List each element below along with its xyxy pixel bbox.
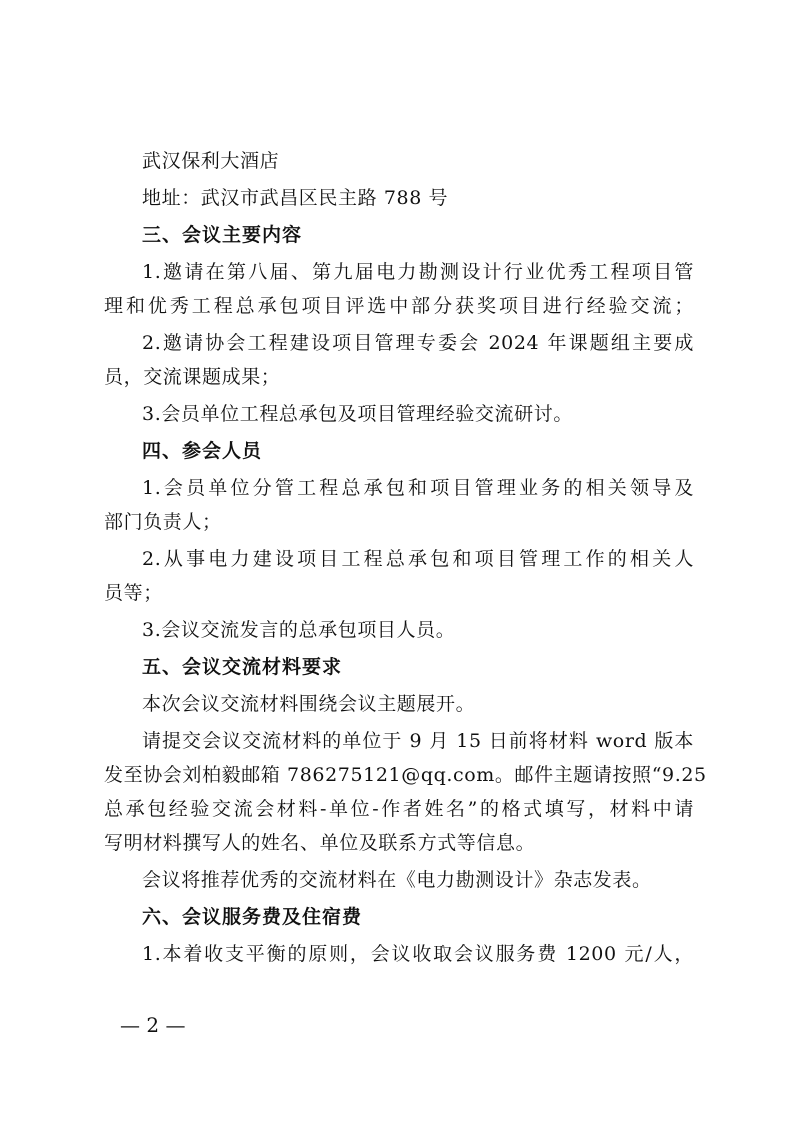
section-heading-materials: 五、会议交流材料要求 [142,656,343,678]
paragraph-line: 本次会议交流材料围绕会议主题展开。 [142,693,476,715]
section-heading-fees: 六、会议服务费及住宿费 [142,906,363,928]
paragraph-line: 部门负责人； [104,511,222,533]
page-number: — 2 — [120,1013,186,1037]
paragraph-line: 1.本着收支平衡的原则，会议收取会议服务费 1200 元/人， [142,943,694,965]
paragraph-line: 写明材料撰写人的姓名、单位及联系方式等信息。 [104,832,536,854]
paragraph-line: 1.会员单位分管工程总承包和项目管理业务的相关领导及 [142,477,694,499]
section-heading-attendees: 四、参会人员 [142,440,263,462]
hotel-name: 武汉保利大酒店 [142,150,280,172]
paragraph-line: 请提交会议交流材料的单位于 9 月 15 日前将材料 word 版本 [142,730,694,752]
paragraph-line: 发至协会刘柏毅邮箱 786275121@qq.com。邮件主题请按照“9.25 [104,764,707,786]
paragraph-line: 会议将推荐优秀的交流材料在《电力勘测设计》杂志发表。 [142,869,652,891]
paragraph-line: 2.从事电力建设项目工程总承包和项目管理工作的相关人 [142,548,694,570]
paragraph-line: 3.会议交流发言的总承包项目人员。 [142,619,456,641]
paragraph-line: 1.邀请在第八届、第九届电力勘测设计行业优秀工程项目管 [142,261,694,283]
paragraph-line: 3.会员单位工程总承包及项目管理经验交流研讨。 [142,403,573,425]
paragraph-line: 员，交流课题成果； [104,366,281,388]
paragraph-line: 总承包经验交流会材料-单位-作者姓名”的格式填写，材料中请 [104,798,694,820]
paragraph-line: 2.邀请协会工程建设项目管理专委会 2024 年课题组主要成 [142,332,694,354]
paragraph-line: 理和优秀工程总承包项目评选中部分获奖项目进行经验交流； [104,295,694,317]
hotel-address: 地址：武汉市武昌区民主路 788 号 [142,187,449,209]
section-heading-content: 三、会议主要内容 [142,224,303,246]
paragraph-line: 员等； [104,582,163,604]
